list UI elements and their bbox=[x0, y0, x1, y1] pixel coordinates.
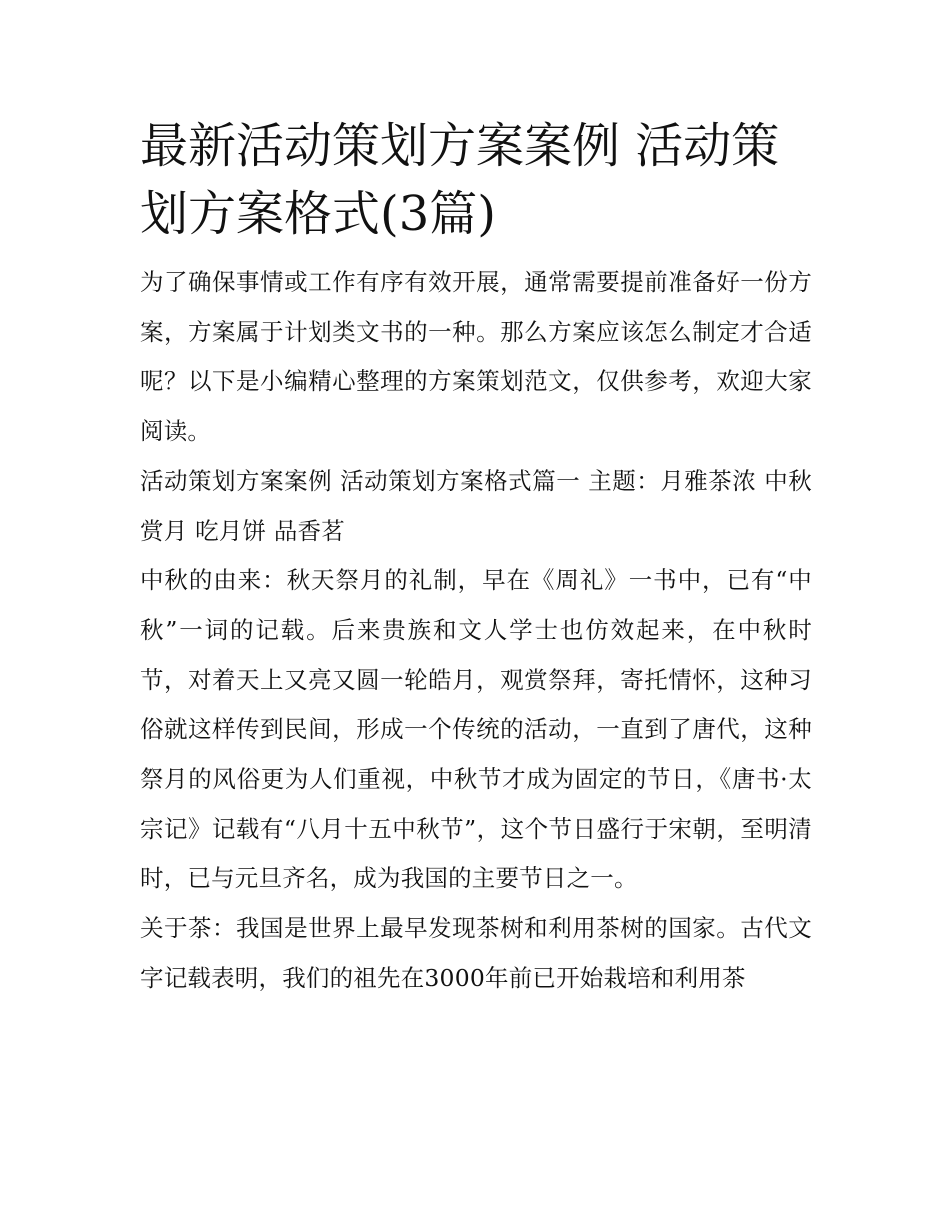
title-block bbox=[140, 112, 812, 248]
document-title: 最新活动策划方案案例 活动策划方案格式(3篇) bbox=[140, 118, 780, 242]
mid-autumn-origin-paragraph: 中秋的由来：秋天祭月的礼制，早在《周礼》一书中，已有“中秋”一词的记载。后来贵族和文人学士也仿效起来，在中秋时节，对着天上又亮又圆一轮皓月，观赏祭拜，寄托情怀，这种习俗就这样传到民间，形成一个传统的活动，一直到了唐代，这种祭月的风俗更为人们重视，中秋节才成为固定的节日，《唐书·太宗记》记载有“八月十五中秋节”，这个节日盛行于宋朝，至明清时，已与元旦齐名，成为我国的主要节日之一。 bbox=[140, 566, 812, 893]
section-heading-paragraph: 活动策划方案案例 活动策划方案格式篇一 主题：月雅茶浓 中秋赏月 吃月饼 品香茗 bbox=[140, 466, 812, 545]
about-tea-paragraph: 关于茶：我国是世界上最早发现茶树和利用茶树的国家。古代文字记载表明，我们的祖先在3000年前已开始栽培和利用茶 bbox=[140, 914, 812, 992]
document-body bbox=[140, 112, 812, 1004]
intro-paragraph: 为了确保事情或工作有序有效开展，通常需要提前准备好一份方案，方案属于计划类文书的一种。那么方案应该怎么制定才合适呢？以下是小编精心整理的方案策划范文，仅供参考，欢迎大家阅读。 bbox=[140, 268, 812, 446]
